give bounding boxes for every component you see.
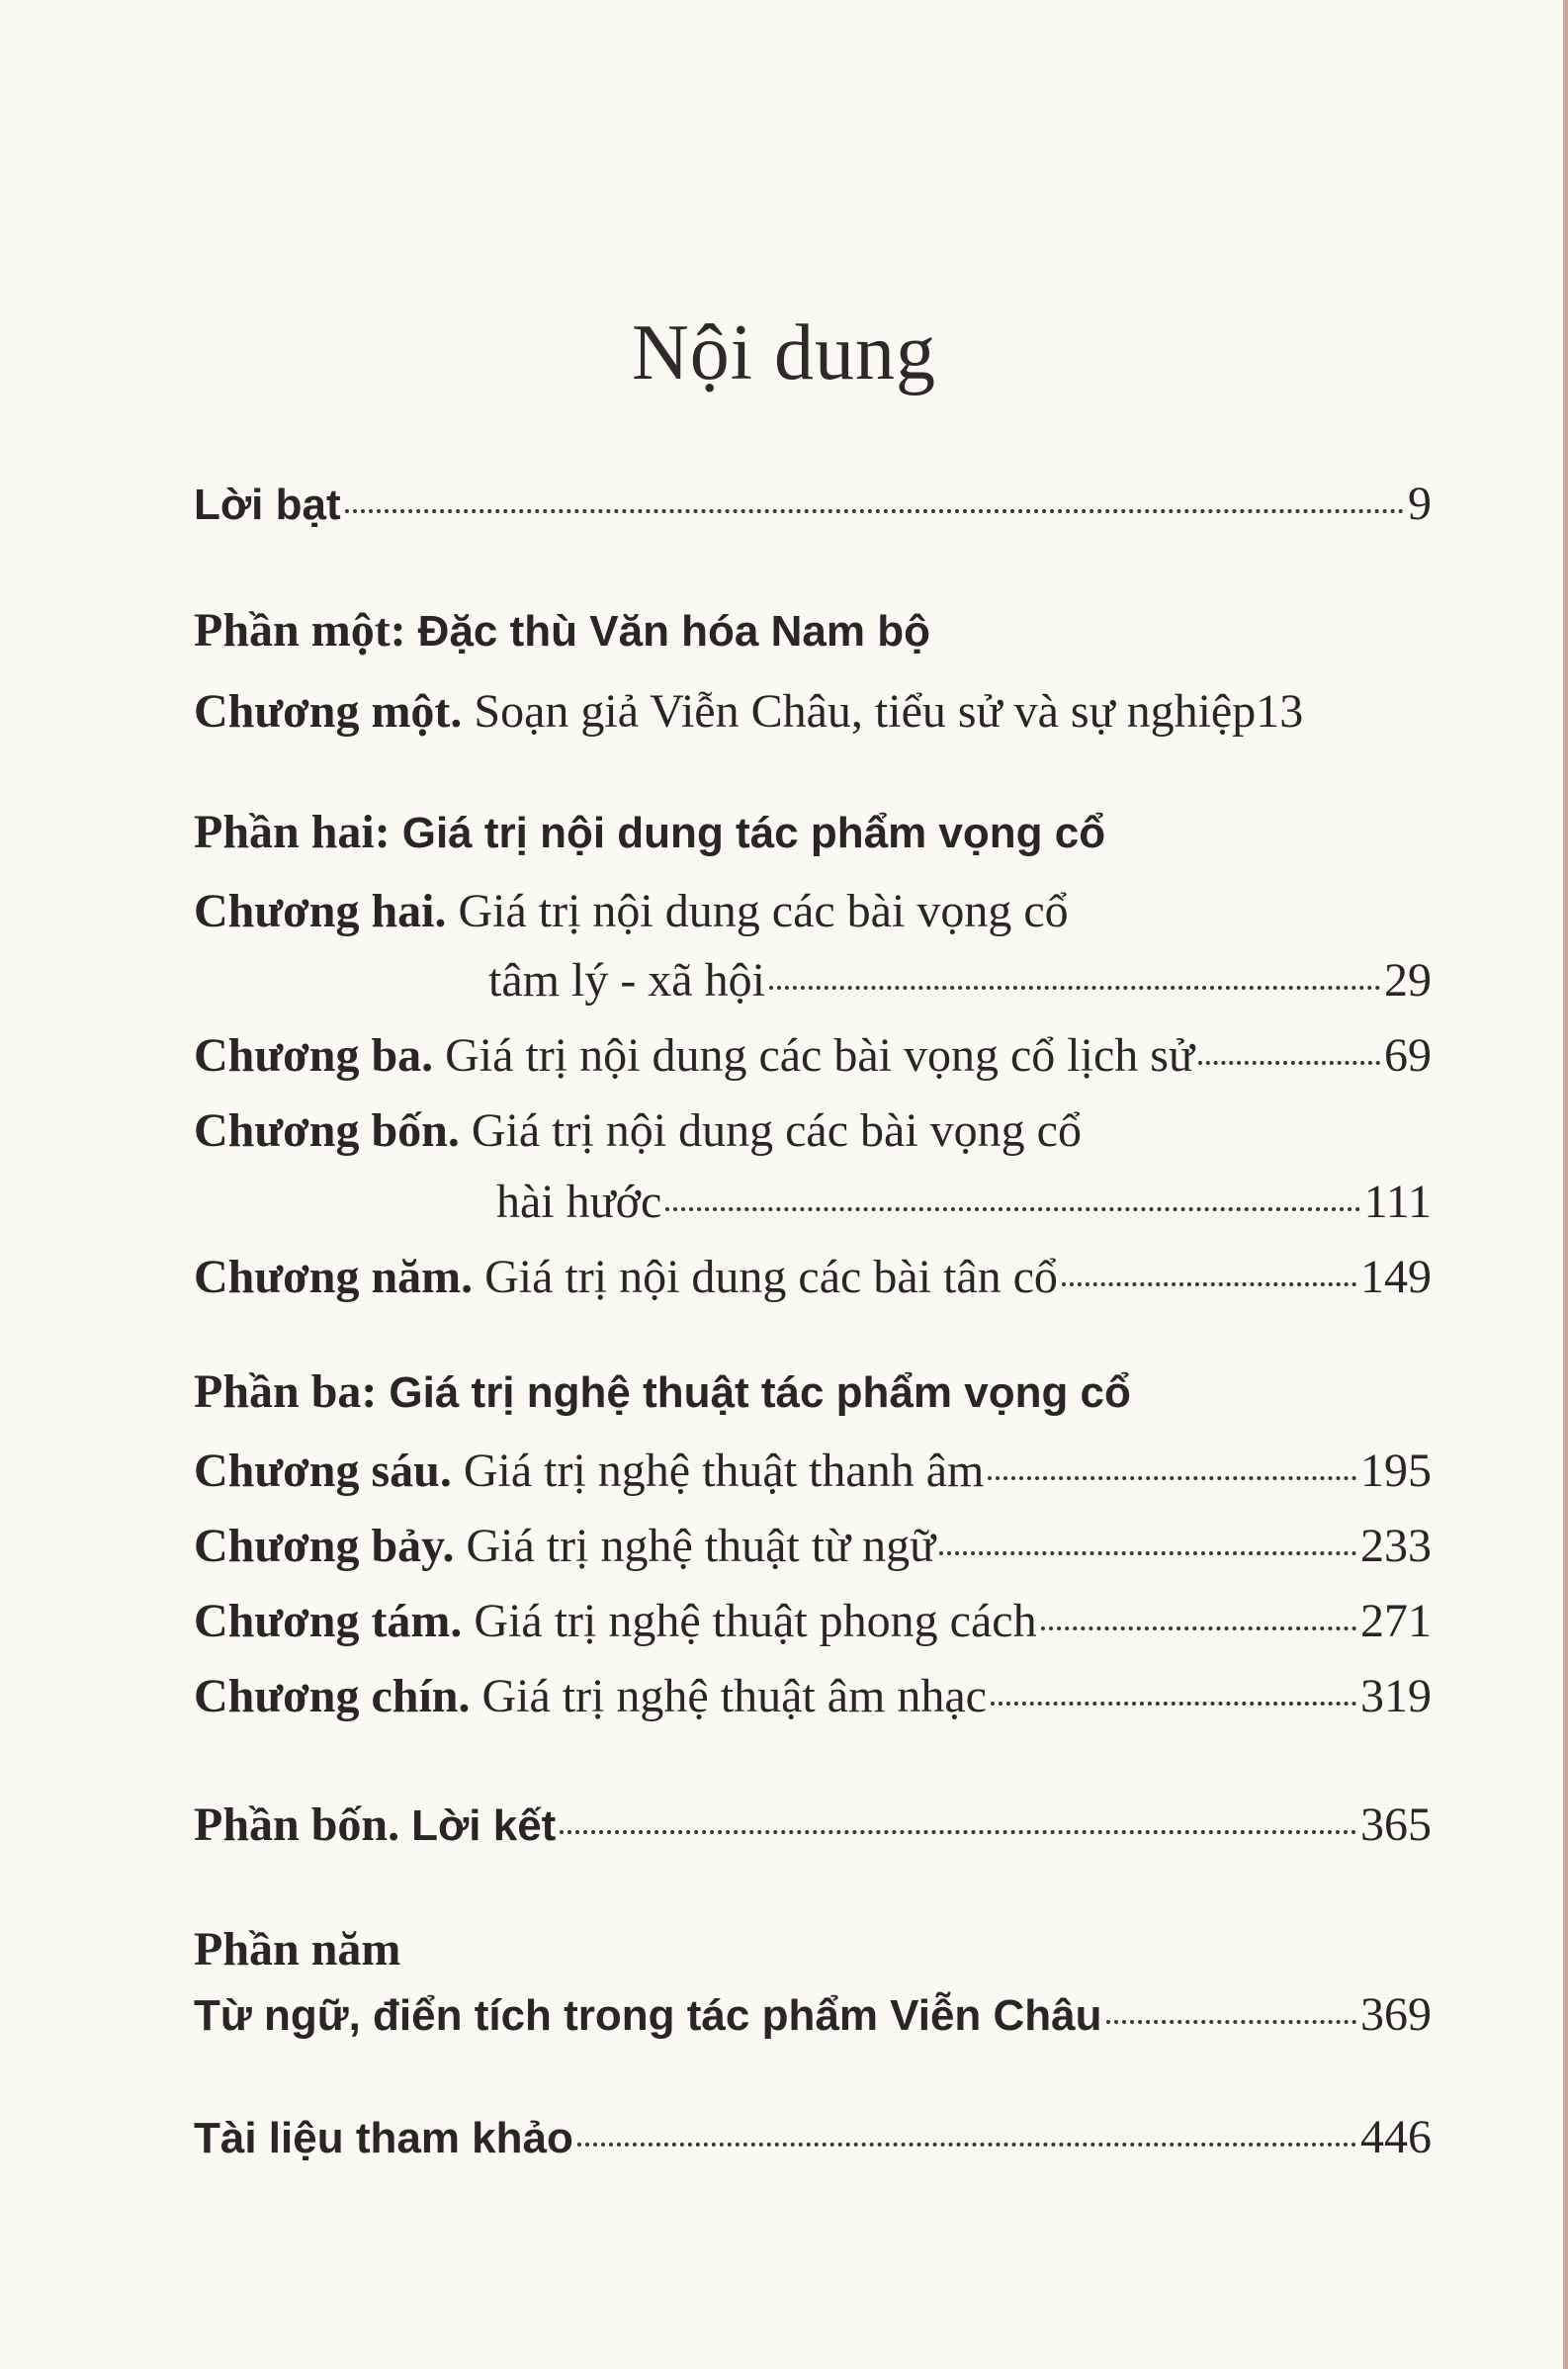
- chapter-title: Giá trị nghệ thuật âm nhạc: [470, 1670, 987, 1722]
- chapter-label: Chương tám.: [194, 1595, 463, 1647]
- part-title: Đặc thù Văn hóa Nam bộ: [417, 607, 930, 656]
- dot-leader: [560, 1830, 1356, 1834]
- toc-entry-chapter-4[interactable]: [194, 1101, 1432, 1161]
- toc-entry-part-5[interactable]: [194, 1985, 1432, 2046]
- page-number: 149: [1360, 1251, 1432, 1303]
- toc-entry-chapter-2-cont[interactable]: [0, 951, 1432, 1010]
- page-number: 369: [1360, 1988, 1432, 2041]
- chapter-title: Giá trị nghệ thuật từ ngữ: [454, 1520, 936, 1572]
- part-title: Từ ngữ, điển tích trong tác phẩm Viễn Châu: [194, 1991, 1102, 2040]
- page-number: 365: [1360, 1799, 1432, 1851]
- toc-entry-chapter-5[interactable]: [194, 1248, 1432, 1307]
- chapter-title-cont: tâm lý - xã hội: [488, 954, 765, 1007]
- chapter-label: Chương năm.: [194, 1251, 474, 1303]
- part-prefix: Phần bốn.: [194, 1799, 412, 1851]
- page-number: 69: [1384, 1029, 1432, 1082]
- page-number: 195: [1360, 1445, 1432, 1497]
- part-heading-2: [194, 803, 1432, 863]
- chapter-label: Chương một.: [194, 685, 463, 738]
- dot-leader: [939, 1551, 1356, 1555]
- toc-entry-references[interactable]: [194, 2108, 1432, 2168]
- page-number: 111: [1363, 1176, 1432, 1228]
- toc-entry-loi-bat[interactable]: [194, 475, 1432, 535]
- part-title: Giá trị nội dung tác phẩm vọng cổ: [401, 809, 1106, 857]
- toc-entry-part-4[interactable]: [194, 1796, 1432, 1856]
- page-number: 446: [1360, 2111, 1432, 2163]
- page-number: 29: [1384, 954, 1432, 1007]
- chapter-title: Giá trị nội dung các bài vọng cổ lịch sử: [433, 1029, 1194, 1082]
- chapter-label: Chương bảy.: [194, 1520, 455, 1572]
- part-prefix: Phần năm: [194, 1923, 401, 1975]
- toc-entry-chapter-2[interactable]: [194, 882, 1432, 941]
- dot-leader: [1062, 1282, 1356, 1286]
- toc-entry-chapter-6[interactable]: [194, 1442, 1432, 1501]
- chapter-title-cont: hài hước: [496, 1176, 662, 1228]
- toc-entry-chapter-4-cont[interactable]: [0, 1173, 1432, 1232]
- toc-entry-chapter-7[interactable]: [194, 1517, 1432, 1576]
- chapter-title: Giá trị nội dung các bài vọng cổ: [459, 1104, 1082, 1157]
- part-heading-3: [194, 1362, 1432, 1423]
- toc-label: Tài liệu tham khảo: [194, 2114, 573, 2162]
- chapter-label: Chương bốn.: [194, 1104, 460, 1157]
- chapter-label: Chương hai.: [194, 885, 447, 937]
- dot-leader: [345, 509, 1404, 513]
- part-heading-1: [194, 601, 1432, 661]
- toc-entry-chapter-9[interactable]: [194, 1667, 1432, 1726]
- chapter-label: Chương sáu.: [194, 1445, 452, 1497]
- toc-label: Lời bạt: [194, 481, 341, 529]
- part-title: Giá trị nghệ thuật tác phẩm vọng cổ: [389, 1368, 1131, 1417]
- page-number: 233: [1360, 1520, 1432, 1572]
- dot-leader: [769, 986, 1380, 990]
- page-number: 271: [1360, 1595, 1432, 1647]
- chapter-title: Giá trị nghệ thuật thanh âm: [451, 1445, 985, 1497]
- chapter-title: Giá trị nội dung các bài tân cổ: [473, 1251, 1058, 1303]
- toc-entry-chapter-1[interactable]: [194, 682, 1432, 742]
- chapter-title: Giá trị nội dung các bài vọng cổ: [446, 885, 1069, 937]
- chapter-label: Chương ba.: [194, 1029, 434, 1082]
- part-heading-5: [194, 1920, 1432, 1979]
- page-number: 319: [1360, 1670, 1432, 1722]
- dot-leader: [665, 1207, 1359, 1211]
- page-number: 9: [1408, 478, 1432, 530]
- chapter-label: Chương chín.: [194, 1670, 471, 1722]
- chapter-title: Soạn giả Viễn Châu, tiểu sử và sự nghiệp: [462, 685, 1257, 738]
- part-prefix: Phần một:: [194, 604, 418, 657]
- page-number: 13: [1256, 685, 1304, 738]
- page-title: Nội dung: [632, 309, 936, 396]
- part-prefix: Phần ba:: [194, 1365, 390, 1418]
- toc-entry-chapter-8[interactable]: [194, 1592, 1432, 1651]
- toc-entry-chapter-3[interactable]: [194, 1026, 1432, 1086]
- dot-leader: [988, 1476, 1356, 1480]
- dot-leader: [1041, 1626, 1356, 1630]
- chapter-title: Giá trị nghệ thuật phong cách: [462, 1595, 1037, 1647]
- dot-leader: [1106, 2020, 1356, 2024]
- dot-leader: [1198, 1061, 1380, 1065]
- part-prefix: Phần hai:: [194, 806, 402, 858]
- dot-leader: [991, 1702, 1356, 1706]
- part-title: Lời kết: [411, 1801, 557, 1850]
- dot-leader: [577, 2143, 1356, 2147]
